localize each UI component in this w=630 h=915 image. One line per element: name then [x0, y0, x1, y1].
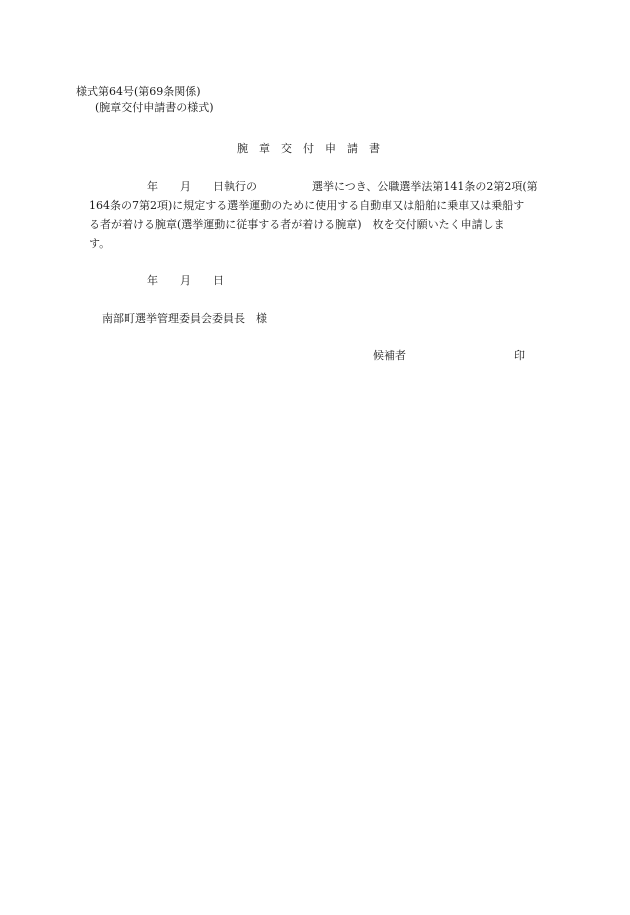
seal-label: 印 — [514, 349, 525, 362]
body-line-3: る者が着ける腕章(選挙運動に従事する者が着ける腕章) 枚を交付願いたく申請しま — [89, 218, 505, 231]
body-line-2: 164条の7第2項)に規定する選挙運動のために使用する自動車又は船舶に乗車又は乗船す — [89, 199, 525, 212]
application-date-line: 年 月 日 — [147, 274, 224, 287]
document-title: 腕 章 交 付 申 請 書 — [237, 142, 380, 155]
body-line-4: す。 — [89, 237, 111, 250]
candidate-label: 候補者 — [373, 349, 406, 362]
form-subtitle: (腕章交付申請書の様式) — [95, 101, 214, 114]
addressee: 南部町選挙管理委員会委員長 様 — [102, 312, 267, 325]
body-line-1: 年 月 日執行の 選挙につき、公職選挙法第141条の2第2項(第 — [147, 180, 538, 193]
form-number: 様式第64号(第69条関係) — [76, 85, 201, 98]
